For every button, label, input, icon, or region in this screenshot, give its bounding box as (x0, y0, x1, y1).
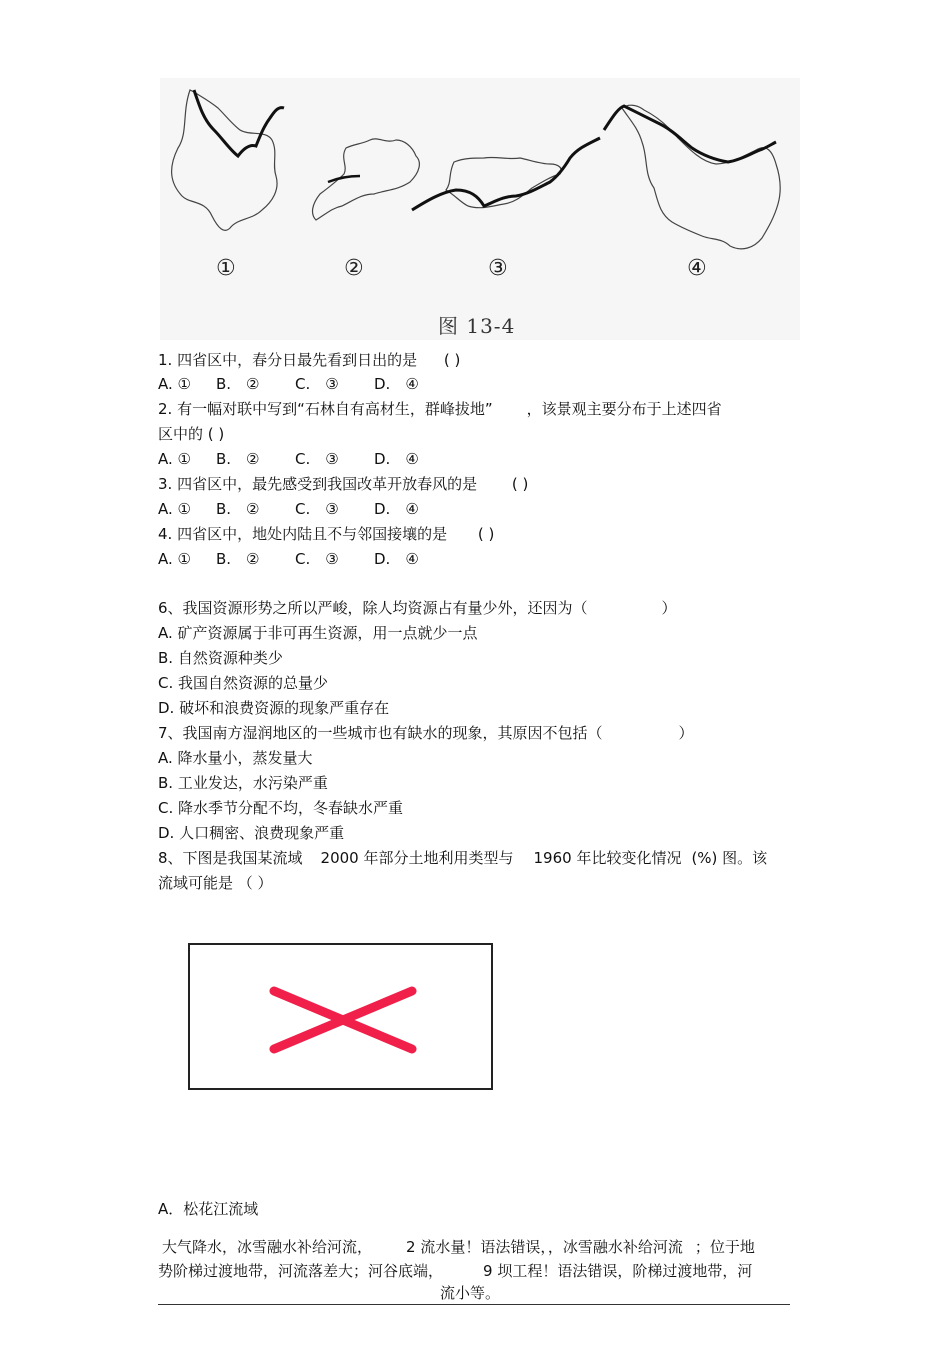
answer-blank: ( ) (477, 525, 495, 543)
option-a: A. ① (158, 550, 191, 568)
question-7-option-b: B. 工业发达，水污染严重 (158, 774, 328, 792)
option-c: C. ③ (295, 375, 339, 393)
option-d: D. ④ (374, 450, 419, 468)
map-label-2: ② (344, 256, 364, 281)
map-label-1: ① (216, 256, 236, 281)
question-2-stem-cont: 区中的 ( ) (158, 425, 225, 443)
question-6-option-c: C. 我国自然资源的总量少 (158, 674, 329, 692)
province-3-river (412, 138, 600, 210)
option-d: D. ④ (374, 550, 419, 568)
question-8-stem: 8、下图是我国某流域 2000 年部分土地利用类型与 1960 年比较变化情况 (%) 图。该 (158, 849, 768, 867)
question-7-option-d: D. 人口稠密、浪费现象严重 (158, 824, 345, 842)
footer-divider (158, 1304, 790, 1305)
question-1-stem: 1. 四省区中，春分日最先看到日出的是 ( ) (158, 351, 461, 369)
question-6-option-a: A. 矿产资源属于非可再生资源，用一点就少一点 (158, 624, 478, 642)
figure-caption: 图 13-4 (438, 314, 516, 338)
province-4-river (604, 106, 776, 162)
question-7-option-c: C. 降水季节分配不均，冬春缺水严重 (158, 799, 404, 817)
question-4-stem: 4. 四省区中，地处内陆且不与邻国接壤的是 ( ) (158, 525, 495, 543)
province-1-outline (172, 90, 277, 230)
option-d: D. ④ (374, 375, 419, 393)
question-2-stem: 2. 有一幅对联中写到“石林自有高材生，群峰拔地” ，该景观主要分布于上述四省 (158, 400, 722, 418)
option-d: D. ④ (374, 500, 419, 518)
answer-blank: ( ) (511, 475, 529, 493)
option-a: A. ① (158, 500, 191, 518)
answer-blank: ） (678, 724, 694, 742)
option-b: B. ② (216, 375, 260, 393)
map-label-3: ③ (488, 256, 508, 281)
option-c: C. ③ (295, 450, 339, 468)
option-c: C. ③ (295, 550, 339, 568)
question-6-option-b: B. 自然资源种类少 (158, 649, 283, 667)
bottom-text-line-3: 流小等。 (440, 1284, 501, 1302)
missing-chart-image (188, 943, 493, 1090)
province-2-river (328, 176, 360, 182)
option-a: A. ① (158, 375, 191, 393)
question-8-stem-cont: 流域可能是 （ ） (158, 874, 273, 892)
map-label-4: ④ (687, 256, 707, 281)
question-3-stem: 3. 四省区中，最先感受到我国改革开放春风的是 ( ) (158, 475, 529, 493)
question-7-option-a: A. 降水量小，蒸发量大 (158, 749, 313, 767)
option-a: A. ① (158, 450, 191, 468)
province-4-outline (622, 105, 780, 249)
question-6-option-d: D. 破坏和浪费资源的现象严重存在 (158, 699, 390, 717)
option-b: B. ② (216, 550, 260, 568)
bottom-text-line-2: 势阶梯过渡地带，河流落差大；河谷底端， 9 坝工程！语法错误，阶梯过渡地带，河 (158, 1262, 753, 1280)
province-2-outline (313, 139, 420, 220)
question-7-stem: 7、我国南方湿润地区的一些城市也有缺水的现象，其原因不包括（ ） (158, 724, 694, 742)
answer-a-text: A．松花江流域 (158, 1200, 259, 1218)
province-outlines (160, 78, 800, 340)
bottom-text-line-1: 大气降水，冰雪融水补给河流， 2 流水量！语法错误，，冰雪融水补给河流 ；位于地 (162, 1238, 755, 1256)
option-c: C. ③ (295, 500, 339, 518)
province-3-outline (446, 157, 561, 207)
answer-blank: ( ) (443, 351, 461, 369)
question-6-stem: 6、我国资源形势之所以严峻，除人均资源占有量少外，还因为（ ） (158, 599, 677, 617)
broken-image-x-icon (190, 945, 491, 1088)
option-b: B. ② (216, 500, 260, 518)
province-maps-figure (160, 78, 800, 340)
answer-blank: ） (661, 599, 677, 617)
option-b: B. ② (216, 450, 260, 468)
